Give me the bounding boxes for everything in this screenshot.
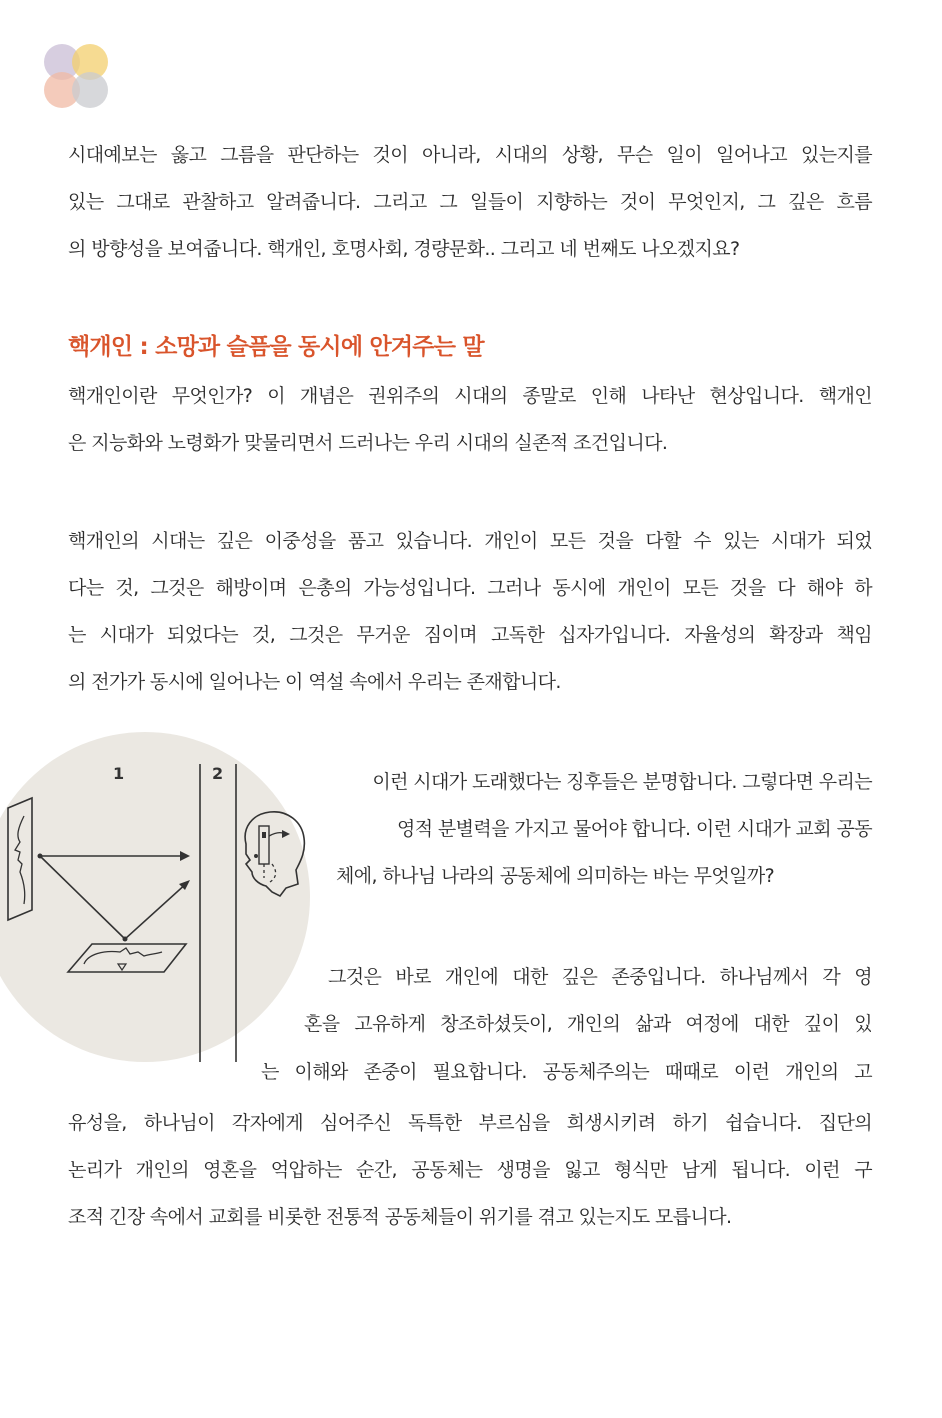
paragraph-line: 핵개인의 시대는 깊은 이중성을 품고 있습니다. 개인이 모든 것을 다할 수 있는 시대가 되었 [68,530,872,552]
paragraph-line: 조적 긴장 속에서 교회를 비롯한 전통적 공동체들이 위기를 겪고 있는지도 모릅니다. [68,1206,732,1228]
intro-line: 시대예보는 옳고 그름을 판단하는 것이 아니라, 시대의 상황, 무슨 일이 일어나고 있는지를 [68,144,872,166]
paragraph-line: 는 시대가 되었다는 것, 그것은 무거운 짐이며 고독한 십자가입니다. 자율성의 확장과 책임 [68,624,872,646]
paragraph-line: 의 전가가 동시에 일어나는 이 역설 속에서 우리는 존재합니다. [68,671,561,693]
perception-diagram [0,732,310,1062]
diagram-label-2: 2 [212,764,224,783]
reflection-dot [123,937,128,942]
paragraph-respect-line: 혼을 고유하게 창조하셨듯이, 개인의 삶과 여정에 대한 깊이 있 [304,1013,872,1035]
diagram-background-circle [0,732,310,1062]
diagram-label-1: 1 [113,764,125,783]
eye-dot [254,854,258,858]
paragraph-line: 유성을, 하나님이 각자에게 심어주신 독특한 부르심을 희생시키려 하기 쉽습니다. 집단의 [68,1112,872,1134]
four-circles-logo [40,40,114,114]
paragraph-respect-continued [68,1100,872,1241]
section-heading: 핵개인 : 소망과 슬픔을 동시에 안겨주는 말 [68,334,484,360]
intro-line: 있는 그대로 관찰하고 알려줍니다. 그리고 그 일들이 지향하는 것이 무엇인지, 그 깊은 흐름 [68,191,872,213]
paragraph-line: 은 지능화와 노령화가 맞물리면서 드러나는 우리 시대의 실존적 조건입니다. [68,432,668,454]
intro-paragraph [68,132,872,273]
paragraph-line: 다는 것, 그것은 해방이며 은총의 가능성입니다. 그러나 동시에 개인이 모든 것을 다 해야 하 [68,577,872,599]
paragraph-definition [68,373,872,467]
paragraph-line: 핵개인이란 무엇인가? 이 개념은 권위주의 시대의 종말로 인해 나타난 현상입니다. 핵개인 [68,385,872,407]
paragraph-signs-line: 이런 시대가 도래했다는 징후들은 분명합니다. 그렇다면 우리는 [372,771,872,793]
paragraph-signs-line: 영적 분별력을 가지고 물어야 합니다. 이런 시대가 교회 공동 [396,818,872,840]
paragraph-respect-line: 그것은 바로 개인에 대한 깊은 존중입니다. 하나님께서 각 영 [328,966,872,988]
logo-circle-gray [72,72,108,108]
paragraph-duality [68,518,872,706]
paragraph-respect-line: 는 이해와 존중이 필요합니다. 공동체주의는 때때로 이런 개인의 고 [261,1061,872,1083]
mind-box-inner [262,832,266,838]
intro-line: 의 방향성을 보여줍니다. 핵개인, 호명사회, 경량문화.. 그리고 네 번째도 나오겠지요? [68,238,740,260]
paragraph-signs-line: 체에, 하나님 나라의 공동체에 의미하는 바는 무엇일까? [336,865,775,887]
paragraph-line: 논리가 개인의 영혼을 억압하는 순간, 공동체는 생명을 잃고 형식만 남게 됩니다. 이런 구 [68,1159,872,1181]
